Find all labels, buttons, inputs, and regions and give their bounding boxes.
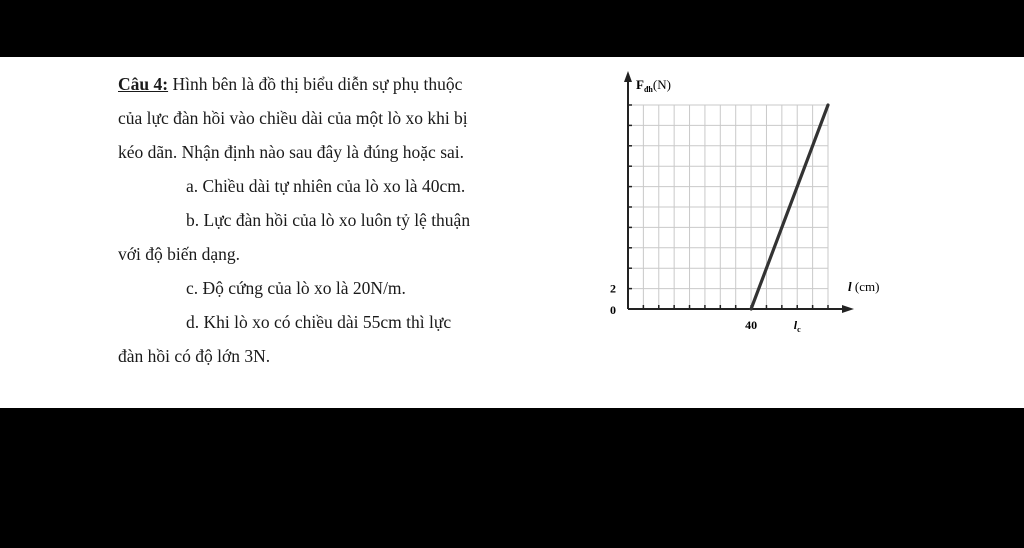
- x-axis-label: l (cm): [848, 279, 880, 294]
- x-tick-label: $l_c$: [793, 318, 801, 334]
- option-d-line-2: đàn hồi có độ lớn 3N.: [118, 346, 271, 366]
- question-title: Câu 4:: [118, 74, 169, 94]
- question-intro-line-2: của lực đàn hồi vào chiều dài của một lò xo khi bị: [118, 108, 468, 128]
- labels: [610, 77, 879, 334]
- y-axis-arrow: [624, 71, 632, 82]
- grid: [628, 105, 828, 309]
- option-a: a. Chiều dài tự nhiên của lò xo là 40cm.: [186, 176, 466, 196]
- worksheet-page: [0, 57, 1024, 408]
- option-d-line-1: d. Khi lò xo có chiều dài 55cm thì lực: [186, 312, 452, 332]
- question-intro-line-1: Câu 4: Hình bên là đồ thị biểu diễn sự phụ thuộc: [118, 74, 463, 94]
- force-length-graph: [590, 67, 900, 352]
- option-b-line-2: với độ biến dạng.: [118, 244, 241, 264]
- origin-label: 0: [610, 303, 616, 317]
- option-b-line-1: b. Lực đàn hồi của lò xo luôn tỷ lệ thuận: [186, 210, 471, 230]
- question-intro-line-3: kéo dãn. Nhận định nào sau đây là đúng hoặc sai.: [118, 142, 465, 162]
- y-tick-label: 2: [610, 281, 616, 296]
- graph-svg: [590, 67, 900, 347]
- x-tick-label: 40: [745, 318, 758, 332]
- x-axis-arrow: [842, 305, 854, 313]
- question-text: [118, 67, 588, 373]
- option-c: c. Độ cứng của lò xo là 20N/m.: [186, 278, 406, 298]
- y-axis-label: $F_{đh}(N)$: [636, 77, 671, 94]
